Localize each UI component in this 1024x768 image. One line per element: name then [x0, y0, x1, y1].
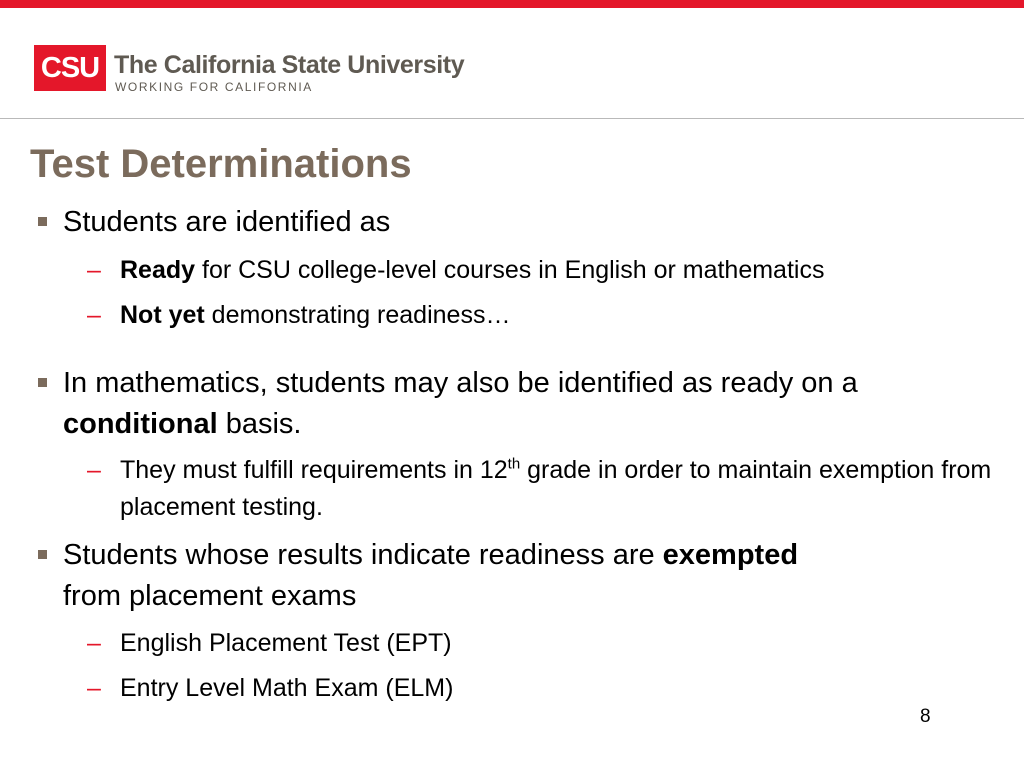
csu-logo-mark: [34, 45, 106, 91]
sub-bullet-elm: [87, 670, 1010, 707]
bullet-conditional: [63, 363, 1013, 445]
sub-bullet-text-post: grade in order to maintain exemption from placement testing.: [120, 456, 992, 521]
sub-bullet-bold: Not yet: [120, 301, 205, 329]
bullet-text-pre: In mathematics, students may also be identified as ready on a: [63, 367, 858, 399]
square-bullet-icon: [38, 378, 47, 387]
bullet-text: Students are identified as: [63, 206, 391, 238]
bullet-identified: [63, 202, 1013, 243]
superscript-th: th: [507, 455, 521, 473]
slide-title: Test Determinations: [30, 142, 412, 186]
sub-bullet-requirements: [87, 452, 1010, 526]
logo-mark-text: CSU: [40, 51, 100, 84]
sub-bullet-text: Entry Level Math Exam (ELM): [120, 674, 454, 702]
sub-bullet-text: English Placement Test (EPT): [120, 629, 452, 657]
bullet-text-post: from placement exams: [63, 580, 357, 612]
sub-bullet-text: for CSU college-level courses in English or mathematics: [195, 256, 825, 284]
bullet-text-pre: Students whose results indicate readiness are: [63, 539, 663, 571]
dash-bullet-icon: –: [87, 456, 101, 484]
bullet-exempted: [63, 535, 1013, 617]
top-accent-bar: [0, 0, 1024, 8]
sub-bullet-ready: [87, 252, 1010, 289]
bullet-text-bold: conditional: [63, 408, 218, 440]
dash-bullet-icon: –: [87, 674, 101, 702]
square-bullet-icon: [38, 217, 47, 226]
header-divider: [0, 118, 1024, 119]
logo-name: The California State University: [114, 51, 465, 79]
dash-bullet-icon: –: [87, 256, 101, 284]
dash-bullet-icon: –: [87, 629, 101, 657]
bullet-text-bold: exempted: [662, 539, 799, 571]
page-number: 8: [920, 706, 931, 727]
sub-bullet-text-pre: They must fulfill requirements in 12: [120, 456, 508, 484]
sub-bullet-ept: [87, 625, 1010, 662]
square-bullet-icon: [38, 550, 47, 559]
bullet-text-post: basis.: [217, 408, 302, 440]
dash-bullet-icon: –: [87, 301, 101, 329]
sub-bullet-text: demonstrating readiness…: [204, 301, 511, 329]
sub-bullet-not-yet: [87, 297, 1010, 334]
logo-tagline: WORKING FOR CALIFORNIA: [115, 80, 313, 94]
sub-bullet-bold: Ready: [120, 256, 196, 284]
